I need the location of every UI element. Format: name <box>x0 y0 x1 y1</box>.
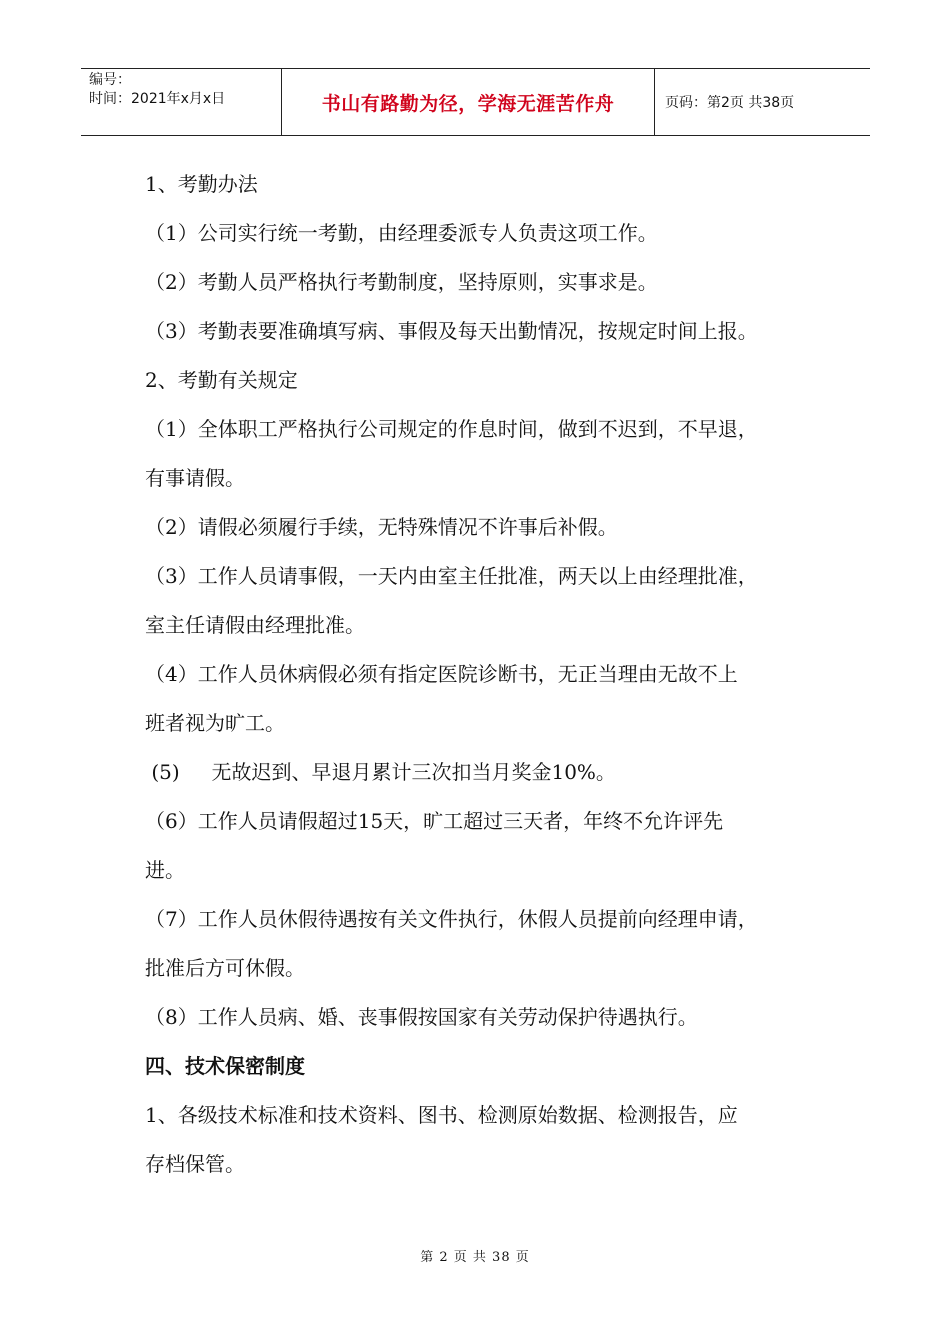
paragraph-line: 批准后方可休假。 <box>145 956 305 980</box>
header-motto: 书山有路勤为径，学海无涯苦作舟 <box>282 69 655 135</box>
paragraph-line: （1）全体职工严格执行公司规定的作息时间，做到不迟到，不早退， <box>145 417 758 441</box>
document-body <box>145 160 825 1189</box>
paragraph-line: （2）请假必须履行手续，无特殊情况不许事后补假。 <box>145 515 618 539</box>
paragraph-line: （8）工作人员病、婚、丧事假按国家有关劳动保护待遇执行。 <box>145 1005 698 1029</box>
paragraph-line: （2）考勤人员严格执行考勤制度，坚持原则，实事求是。 <box>145 270 658 294</box>
page-footer: 第 2 页 共 38 页 <box>420 1250 530 1265</box>
header-page-info: 页码：第2页 共38页 <box>665 95 795 111</box>
section-heading: 2、考勤有关规定 <box>145 368 298 392</box>
paragraph-line: 存档保管。 <box>145 1152 245 1176</box>
paragraph-line: （4）工作人员休病假必须有指定医院诊断书，无正当理由无故不上 <box>145 662 738 686</box>
paragraph-line: 1、各级技术标准和技术资料、图书、检测原始数据、检测报告，应 <box>145 1103 738 1127</box>
paragraph-line: 进。 <box>145 858 185 882</box>
section-heading: 1、考勤办法 <box>145 172 258 196</box>
paragraph-line: 室主任请假由经理批准。 <box>145 613 365 637</box>
paragraph-line: （6）工作人员请假超过15天，旷工超过三天者，年终不允许评先 <box>145 809 724 833</box>
paragraph-line: （3）考勤表要准确填写病、事假及每天出勤情况，按规定时间上报。 <box>145 319 758 343</box>
paragraph-line: 班者视为旷工。 <box>145 711 285 735</box>
paragraph-line: （1）公司实行统一考勤，由经理委派专人负责这项工作。 <box>145 221 658 245</box>
header-meta <box>81 69 282 135</box>
document-number-label: 编号： <box>89 72 131 88</box>
document-date: 时间：2021年x月x日 <box>89 91 226 107</box>
page-header <box>81 68 870 136</box>
paragraph-line: （7）工作人员休假待遇按有关文件执行，休假人员提前向经理申请， <box>145 907 758 931</box>
chapter-heading: 四、技术保密制度 <box>145 1054 305 1078</box>
paragraph-line: (5) 无故迟到、早退月累计三次扣当月奖金10%。 <box>145 760 616 784</box>
paragraph-line: 有事请假。 <box>145 466 245 490</box>
paragraph-line: （3）工作人员请事假，一天内由室主任批准，两天以上由经理批准， <box>145 564 758 588</box>
